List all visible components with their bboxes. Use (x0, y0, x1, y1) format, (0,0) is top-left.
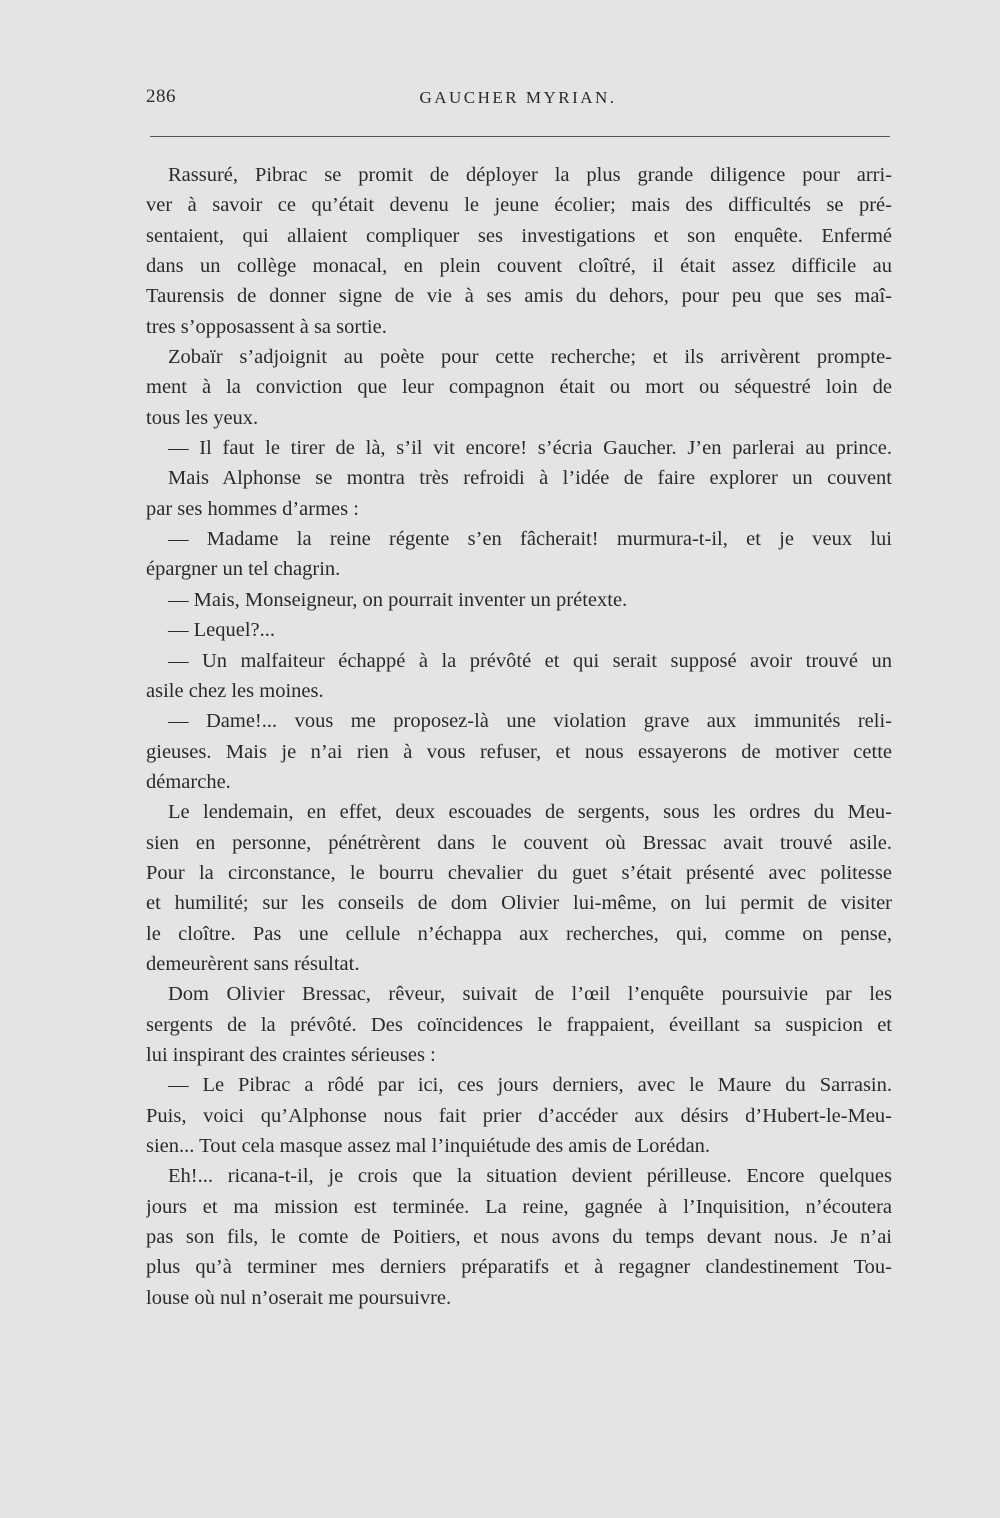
text-line: sentaient, qui allaient compliquer ses investigations et son enquête. Enfermé (146, 224, 892, 247)
text-line: ment à la conviction que leur compagnon était ou mort ou séquestré loin de (146, 376, 892, 399)
text-line: louse où nul n’oserait me poursuivre. (146, 1286, 452, 1309)
text-line: — Mais, Monseigneur, on pourrait inventer un prétexte. (168, 588, 628, 611)
text-line: gieuses. Mais je n’ai rien à vous refuser, et nous essayerons de motiver cette (146, 740, 892, 763)
text-line: sergents de la prévôté. Des coïncidences le frappaient, éveillant sa suspicion et (146, 1013, 892, 1036)
text-line: — Madame la reine régente s’en fâcherait! murmura-t-il, et je veux lui (168, 528, 892, 551)
text-line: le cloître. Pas une cellule n’échappa aux recherches, qui, comme on pense, (146, 922, 892, 945)
text-line: Rassuré, Pibrac se promit de déployer la plus grande diligence pour arri- (168, 164, 892, 186)
text-line: Puis, voici qu’Alphonse nous fait prier d’accéder aux désirs d’Hubert-le-Meu- (146, 1104, 892, 1127)
text-line: — Dame!... vous me proposez-là une violation grave aux immunités reli- (168, 710, 892, 733)
text-line: asile chez les moines. (146, 679, 324, 702)
text-line: tres s’opposassent à sa sortie. (146, 315, 387, 338)
text-line: — Lequel?... (168, 619, 276, 642)
text-line: tous les yeux. (146, 406, 259, 429)
text-line: Zobaïr s’adjoignit au poète pour cette recherche; et ils arrivèrent prompte- (168, 346, 892, 369)
header-rule (150, 136, 890, 137)
page-number: 286 (146, 86, 176, 107)
text-line: Dom Olivier Bressac, rêveur, suivait de l’œil l’enquête poursuivie par les (168, 983, 892, 1006)
text-line: Taurensis de donner signe de vie à ses amis du dehors, pour peu que ses maî- (146, 285, 892, 308)
text-line: — Le Pibrac a rôdé par ici, ces jours derniers, avec le Maure du Sarrasin. (168, 1074, 892, 1097)
text-line: — Il faut le tirer de là, s’il vit encore! s’écria Gaucher. J’en parlerai au prince. (168, 437, 892, 460)
text-line: par ses hommes d’armes : (146, 497, 359, 520)
running-title: GAUCHER MYRIAN. (419, 88, 617, 107)
text-line: demeurèrent sans résultat. (146, 952, 360, 975)
text-line: lui inspirant des craintes sérieuses : (146, 1043, 436, 1066)
text-line: épargner un tel chagrin. (146, 558, 341, 581)
text-line: sien en personne, pénétrèrent dans le couvent où Bressac avait trouvé asile. (146, 831, 892, 854)
text-line: — Un malfaiteur échappé à la prévôté et qui serait supposé avoir trouvé un (168, 649, 892, 672)
text-line: plus qu’à terminer mes derniers préparatifs et à regagner clandestinement Tou- (146, 1256, 892, 1279)
text-line: Pour la circonstance, le bourru chevalier du guet s’était présenté avec politesse (146, 861, 892, 884)
text-line: Mais Alphonse se montra très refroidi à l’idée de faire explorer un couvent (168, 467, 892, 490)
text-line: ver à savoir ce qu’était devenu le jeune écolier; mais des difficultés se pré- (146, 194, 892, 217)
text-line: Eh!... ricana-t-il, je crois que la situation devient périlleuse. Encore quelques (168, 1165, 892, 1188)
text-line: démarche. (146, 770, 231, 793)
text-line: Le lendemain, en effet, deux escouades de sergents, sous les ordres du Meu- (168, 801, 892, 824)
text-line: et humilité; sur les conseils de dom Olivier lui-même, on lui permit de visiter (146, 892, 892, 915)
body-text (146, 160, 892, 1313)
text-line: jours et ma mission est terminée. La reine, gagnée à l’Inquisition, n’écoutera (146, 1195, 892, 1218)
text-line: sien... Tout cela masque assez mal l’inquiétude des amis de Lorédan. (146, 1135, 711, 1157)
page-header (146, 86, 890, 122)
text-line: pas son fils, le comte de Poitiers, et nous avons du temps devant nous. Je n’ai (146, 1226, 892, 1249)
text-line: dans un collège monacal, en plein couvent cloîtré, il était assez difficile au (146, 255, 892, 278)
